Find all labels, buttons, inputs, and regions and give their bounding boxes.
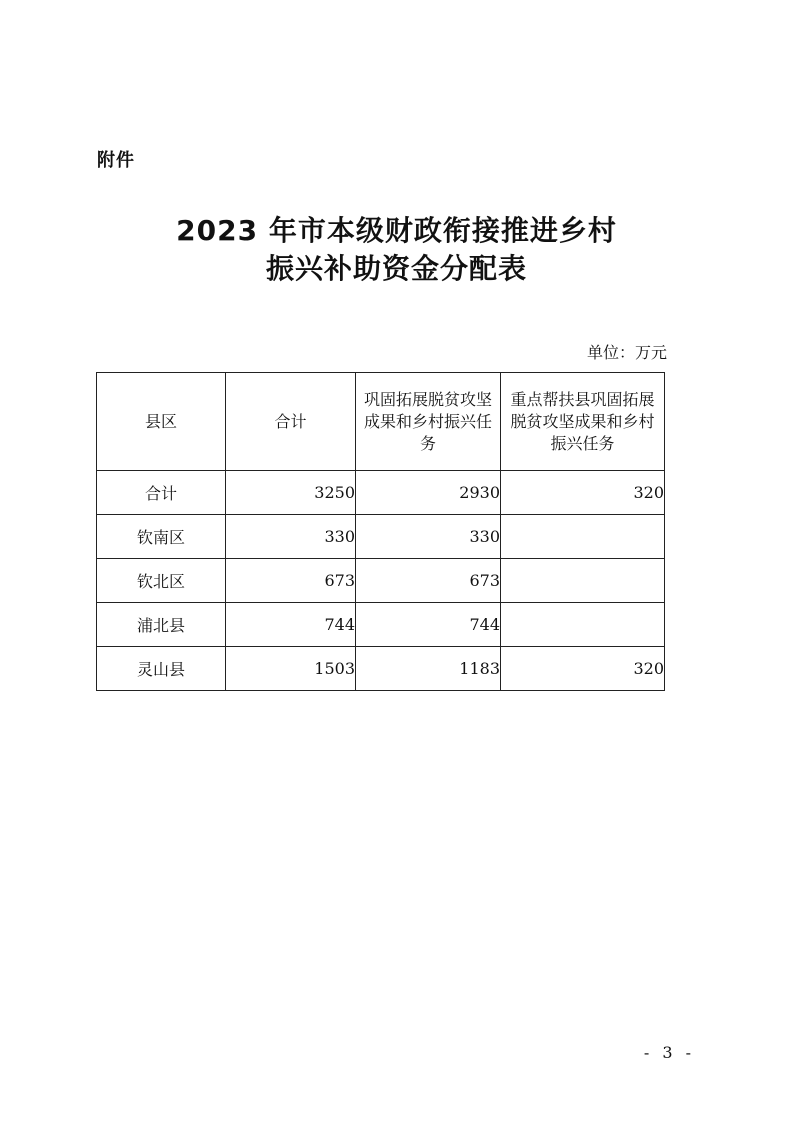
- header-county: 县区: [97, 373, 226, 471]
- cell-key-county: [501, 559, 665, 603]
- cell-key-county: 320: [501, 647, 665, 691]
- title-line-2: 振兴补助资金分配表: [265, 252, 527, 285]
- table-row: [97, 471, 665, 515]
- document-title: [0, 212, 793, 288]
- cell-key-county: [501, 515, 665, 559]
- table-row: [97, 603, 665, 647]
- cell-total: 330: [226, 515, 356, 559]
- cell-consolidate: 330: [356, 515, 501, 559]
- title-line-1: 2023 年市本级财政衔接推进乡村: [176, 214, 617, 247]
- cell-county: 灵山县: [97, 647, 226, 691]
- cell-key-county: 320: [501, 471, 665, 515]
- cell-total: 673: [226, 559, 356, 603]
- attachment-label: 附件: [97, 150, 135, 171]
- cell-county: 浦北县: [97, 603, 226, 647]
- header-consolidate-task: 巩固拓展脱贫攻坚成果和乡村振兴任务: [356, 373, 501, 471]
- cell-total: 1503: [226, 647, 356, 691]
- cell-county: 合计: [97, 471, 226, 515]
- cell-total: 744: [226, 603, 356, 647]
- cell-consolidate: 2930: [356, 471, 501, 515]
- cell-consolidate: 744: [356, 603, 501, 647]
- header-total: 合计: [226, 373, 356, 471]
- header-key-county-task: 重点帮扶县巩固拓展脱贫攻坚成果和乡村振兴任务: [501, 373, 665, 471]
- cell-county: 钦北区: [97, 559, 226, 603]
- cell-total: 3250: [226, 471, 356, 515]
- cell-consolidate: 673: [356, 559, 501, 603]
- page-number: - 3 -: [643, 1043, 695, 1062]
- table-header-row: [97, 373, 665, 471]
- cell-county: 钦南区: [97, 515, 226, 559]
- table-row: [97, 559, 665, 603]
- cell-consolidate: 1183: [356, 647, 501, 691]
- cell-key-county: [501, 603, 665, 647]
- unit-label: 单位：万元: [586, 343, 667, 362]
- table-row: [97, 515, 665, 559]
- table-row: [97, 647, 665, 691]
- allocation-table: [96, 372, 665, 691]
